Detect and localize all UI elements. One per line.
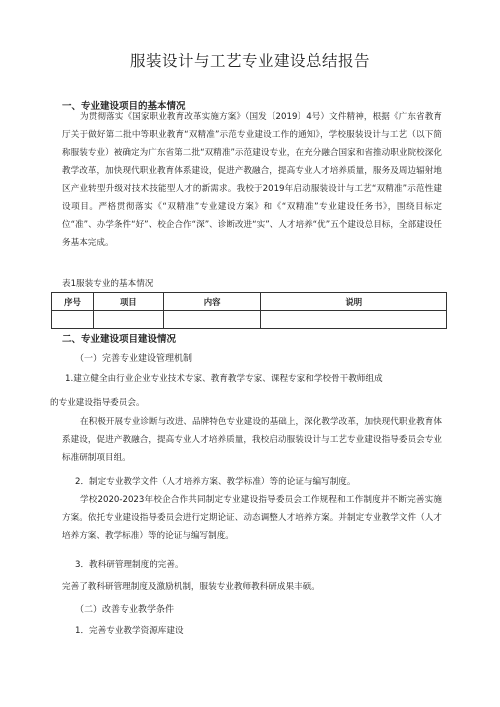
list-item-1: 1.建立健全由行业企业专业技术专家、教育教学专家、课程专家和学校骨干教师组成 [65,374,383,384]
list-item-3: 3．教科研管理制度的完善。 [75,560,184,570]
paragraph-reform: 在积极开展专业诊断与改进、品牌特色专业建设的基础上，深化教学改革，加快现代职业教育体系建设，促进产教融合，提高专业人才培养质量，我校启动服装设计与工艺专业建设指导委员会专业标准研制项目组。 [62,417,442,463]
table-caption: 表1服装专业的基本情况 [62,279,154,289]
list-item-4: 1．完善专业教学资源库建设 [75,626,184,636]
paragraph-basic-info: 为贯彻落实《国家职业教育改革实施方案》（国发〔2019〕4号）文件精神，根据《广东省教育厅关于做好第二批中等职业教育“双精准”示范专业建设工作的通知》，学校服装设计与工艺（以下简称服装专业）被确定为广东省第二批“双精准”示范建设专业，在充分融合国家和省推动职业院校深化教学改革，加快现代职业教育体系建设，促进产教融合，提高专业人才培养质量，服务及周边辐射地区产业转型升级对技术技能型人才的新需求。我校于2019年启动服装设计与工艺“双精准”示范性建设项目。严格贯彻落实《“双精准”专业建设方案》和《“双精准”专业建设任务书》，围绕目标定位“准”、办学条件“好”、校企合作“深”、诊断改进“实”、人才培养“优”五个建设总目标，全部建设任务基本完成。 [62,112,442,248]
table-header-row [52,293,447,311]
section-heading-build-status: 二、专业建设项目建设情况 [62,334,177,345]
subheading-teaching-conditions: （二）改善专业教学条件 [75,605,175,615]
paragraph-cooperation: 学校2020-2023年校企合作共同制定专业建设指导委员会工作规程和工作制度并不断完善实施方案。依托专业建设指导委员会进行定期论证、动态调整人才培养方案。并制定专业教学文件（人才培养方案、教学标准）等的论证与编写制度。 [62,495,442,541]
list-item-2: 2．制定专业教学文件（人才培养方案、教学标准）等的论证与编写制度。 [75,477,356,487]
document-title: 服装设计与工艺专业建设总结报告 [129,52,370,70]
table-cell [52,311,94,329]
subheading-management: （一）完善专业建设管理机制 [75,354,193,364]
table-cell [163,311,261,329]
list-item-1-continued: 的专业建设指导委员会。 [50,398,145,408]
table-cell [93,311,163,329]
table-cell [261,311,447,329]
table-header-cell: 项目 [93,293,163,311]
table-header-cell: 序号 [52,293,94,311]
basic-info-table [51,292,447,329]
table-header-cell: 说明 [261,293,447,311]
section-heading-basic-info: 一、专业建设项目的基本情况 [62,101,186,112]
table-row [52,311,447,329]
table-header-cell: 内容 [163,293,261,311]
list-item-3-text: 完善了教科研管理制度及激励机制，服装专业教师教科研成果丰硕。 [62,582,320,592]
